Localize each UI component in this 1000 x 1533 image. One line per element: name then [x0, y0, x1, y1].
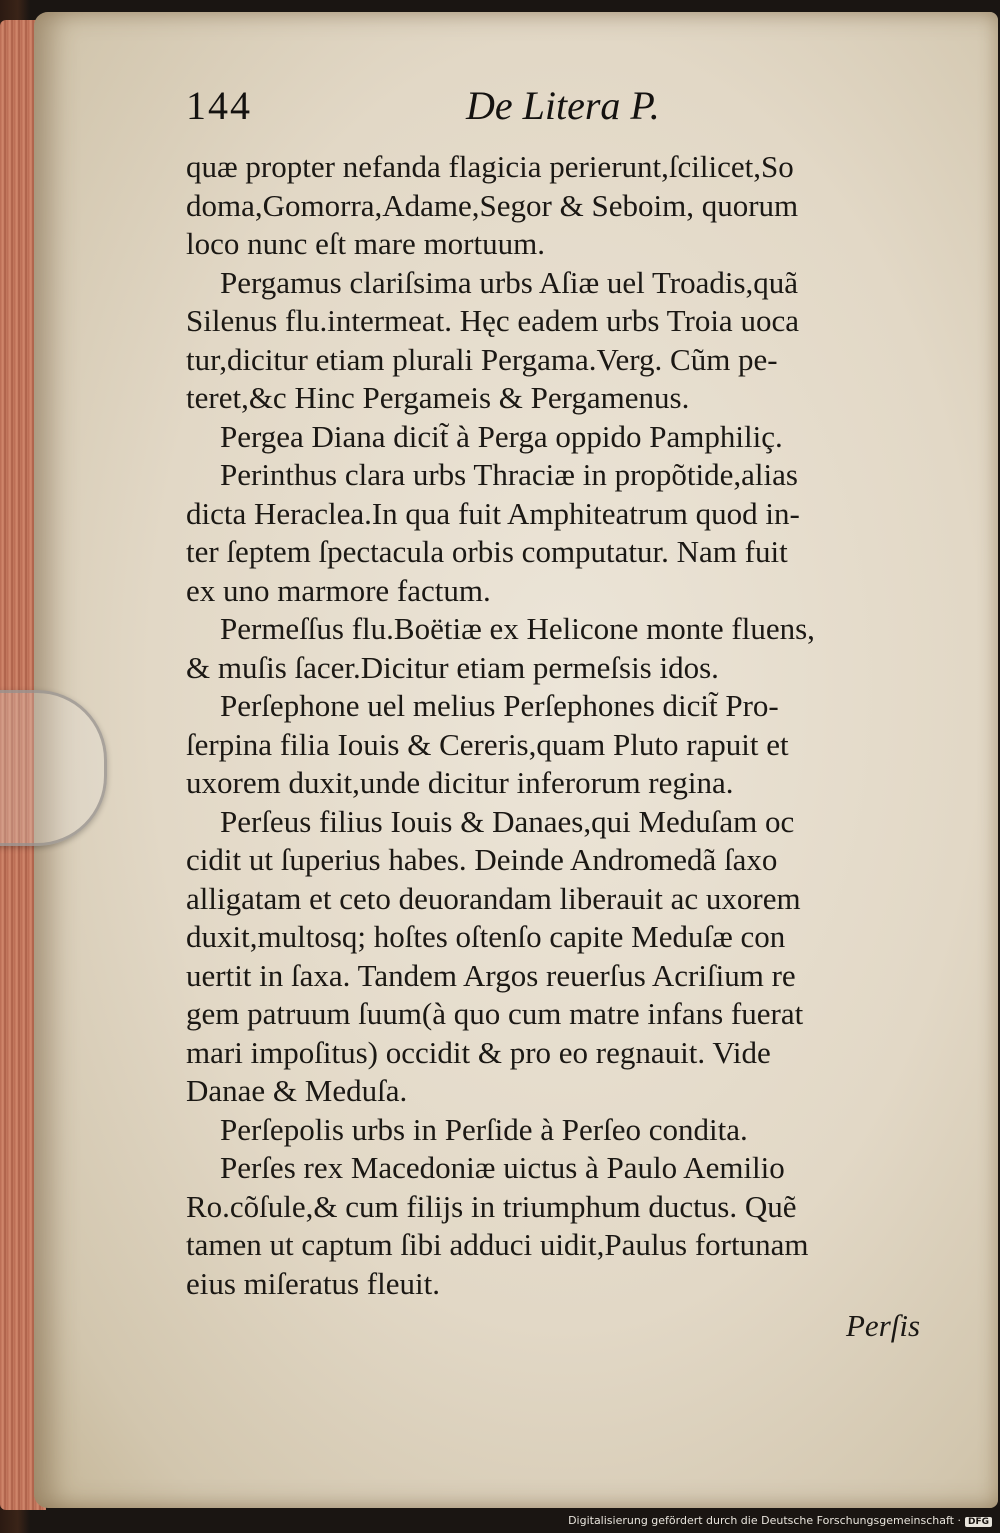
text-line: ter ſeptem ſpectacula orbis computatur. Nam fuit	[186, 534, 788, 569]
entry-line: Perſephone uel melius Perſephones dicit̃ Pro-	[220, 688, 779, 723]
text-line: doma,Gomorra,Adame,Segor & Seboim, quorum	[186, 187, 799, 223]
text-line: cidit ut ſuperius habes. Deinde Andromedã ſaxo	[186, 842, 778, 877]
text-line: alligatam et ceto deuorandam liberauit ac uxorem	[186, 880, 801, 916]
text-line: mari impoſitus) occidit & pro eo regnauit. Vide	[186, 1034, 771, 1070]
folio-number: 144	[186, 83, 252, 128]
text-line: tamen ut captum ſibi adduci uidit,Paulus fortunam	[186, 1227, 809, 1262]
running-title: De Litera P.	[466, 83, 660, 128]
dfg-logo: DFG	[965, 1517, 992, 1527]
entry-line: Permeſſus flu.Boëtiæ ex Helicone monte fluens,	[220, 611, 815, 646]
entry-line: Perſepolis urbs in Perſide à Perſeo condita.	[220, 1111, 748, 1147]
text-line: uertit in ſaxa. Tandem Argos reuerſus Acriſium re	[186, 957, 796, 993]
text-line: dicta Heraclea.In qua fuit Amphiteatrum quod in-	[186, 495, 800, 531]
entry-line: Pergamus clariſsima urbs Aſiæ uel Troadis,quã	[220, 264, 799, 300]
text-line: Danae & Meduſa.	[186, 1073, 408, 1108]
text-line: uxorem duxit,unde dicitur inferorum regina.	[186, 765, 734, 800]
text-line: Silenus flu.intermeat. Hęc eadem urbs Troia uoca	[186, 303, 799, 338]
text-line: & muſis ſacer.Dicitur etiam permeſsis idos.	[186, 649, 719, 685]
text-line: ex uno marmore factum.	[186, 572, 491, 608]
text-line: quæ propter nefanda flagicia perierunt,ſcilicet,So	[186, 149, 794, 184]
text-line: duxit,multosq; hoſtes oſtenſo capite Meduſæ con	[186, 919, 786, 954]
credit-text: Digitalisierung gefördert durch die Deutsche Forschungsgemeinschaft ·	[568, 1514, 961, 1527]
text-line: teret,&c Hinc Pergameis & Pergamenus.	[186, 380, 690, 415]
text-line: Ro.cõſule,& cum filijs in triumphum ductus. Quẽ	[186, 1188, 797, 1224]
entry-line: Perinthus clara urbs Thraciæ in propõtide,alias	[220, 457, 798, 492]
entry-line: Perſeus filius Iouis & Danaes,qui Meduſam oc	[220, 803, 795, 839]
body-text	[186, 148, 946, 1303]
catchword: Perſis	[846, 1308, 921, 1343]
text-line: eius miſeratus fleuit.	[186, 1265, 440, 1301]
text-line: loco nunc eſt mare mortuum.	[186, 226, 545, 261]
entry-line: Perſes rex Macedoniæ uictus à Paulo Aemilio	[220, 1150, 785, 1185]
text-line: tur,dicitur etiam plurali Pergama.Verg. Cũm pe-	[186, 341, 778, 377]
text-line: gem patruum ſuum(à quo cum matre infans fuerat	[186, 996, 804, 1031]
entry-line: Pergea Diana dicit̃ à Perga oppido Pamphiliç.	[220, 418, 783, 454]
digitization-credit	[568, 1514, 992, 1527]
text-line: ſerpina filia Iouis & Cereris,quam Pluto rapuit et	[186, 726, 789, 762]
